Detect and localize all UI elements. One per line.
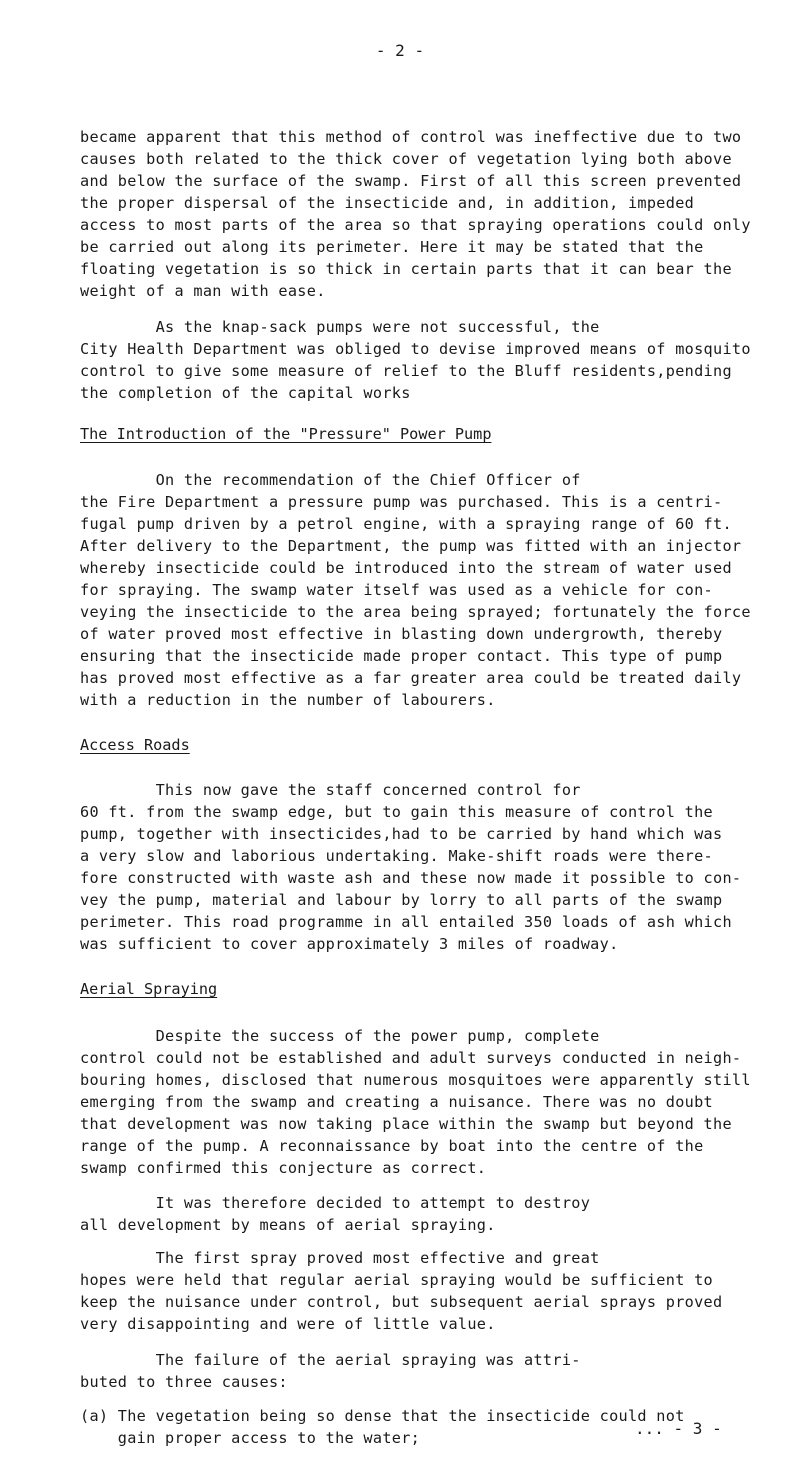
page-number: - 2 - xyxy=(375,41,425,60)
list-item-cause-a: (a) The vegetation being so dense that the insecticide could not gain proper access to the water; xyxy=(80,1407,685,1447)
paragraph-aerial-surveys: Despite the success of the power pump, complete control could not be established and adult surveys conducted in neigh- bouring homes, disclosed that numerous mosquitoes were apparently still emerging from the swamp and creating a nuisance. There was no doubt that development was now taking place within the swamp but beyond the range of the pump. A reconnaissance by boat into the centre of the swamp confirmed this conjecture as correct. xyxy=(80,1027,751,1177)
paragraph-pressure-pump: On the recommendation of the Chief Officer of the Fire Department a pressure pump was purchased. This is a centri- fugal pump driven by a petrol engine, with a spraying range of 60 ft. After delivery to the Department, the pump was fitted with an injector whereby insecticide could be introduced into the stream of water used for spraying. The swamp water itself was used as a vehicle for con- veying the insecticide to the area being sprayed; fortunately the force of water proved most effective in blasting down undergrowth, thereby ensuring that the insecticide made proper contact. This type of pump has proved most effective as a far greater area could be treated daily with a reduction in the number of labourers. xyxy=(80,471,751,709)
paragraph-failure-causes: The failure of the aerial spraying was attri- buted to three causes: xyxy=(80,1351,581,1391)
heading-pressure-pump: The Introduction of the "Pressure" Power Pump xyxy=(80,425,492,443)
continuation-marker: ... - 3 - xyxy=(635,1419,722,1438)
paragraph-vegetation-problem: became apparent that this method of control was ineffective due to two causes both related to the thick cover of vegetation lying both above and below the surface of the swamp. First of all this screen prevented the proper dispersal of the insecticide and, in addition, impeded access to most parts of the area so that spraying operations could only be carried out along its perimeter. Here it may be stated that the floating vegetation is so thick in certain parts that it can bear the weight of a man with ease. xyxy=(80,128,751,300)
paragraph-access-roads: This now gave the staff concerned control for 60 ft. from the swamp edge, but to gain this measure of control the pump, together with insecticides,had to be carried by hand which was a very slow and laborious undertaking. Make-shift roads were there- fore constructed with waste ash and these now made it possible to con- vey the pump, material and labour by lorry to all parts of the swamp perimeter. This road programme in all entailed 350 loads of ash which was sufficient to cover approximately 3 miles of roadway. xyxy=(80,781,742,953)
heading-access-roads: Access Roads xyxy=(80,736,190,754)
paragraph-first-spray: The first spray proved most effective and great hopes were held that regular aerial spraying would be sufficient to keep the nuisance under control, but subsequent aerial sprays proved very disappointing and were of little value. xyxy=(80,1249,723,1333)
paragraph-knapsack-pumps: As the knap-sack pumps were not successful, the City Health Department was obliged to devise improved means of mosquito control to give some measure of relief to the Bluff residents,pending the completion of the capital works xyxy=(80,318,751,402)
paragraph-aerial-decision: It was therefore decided to attempt to destroy all development by means of aerial spraying. xyxy=(80,1194,591,1234)
heading-aerial-spraying: Aerial Spraying xyxy=(80,980,218,998)
